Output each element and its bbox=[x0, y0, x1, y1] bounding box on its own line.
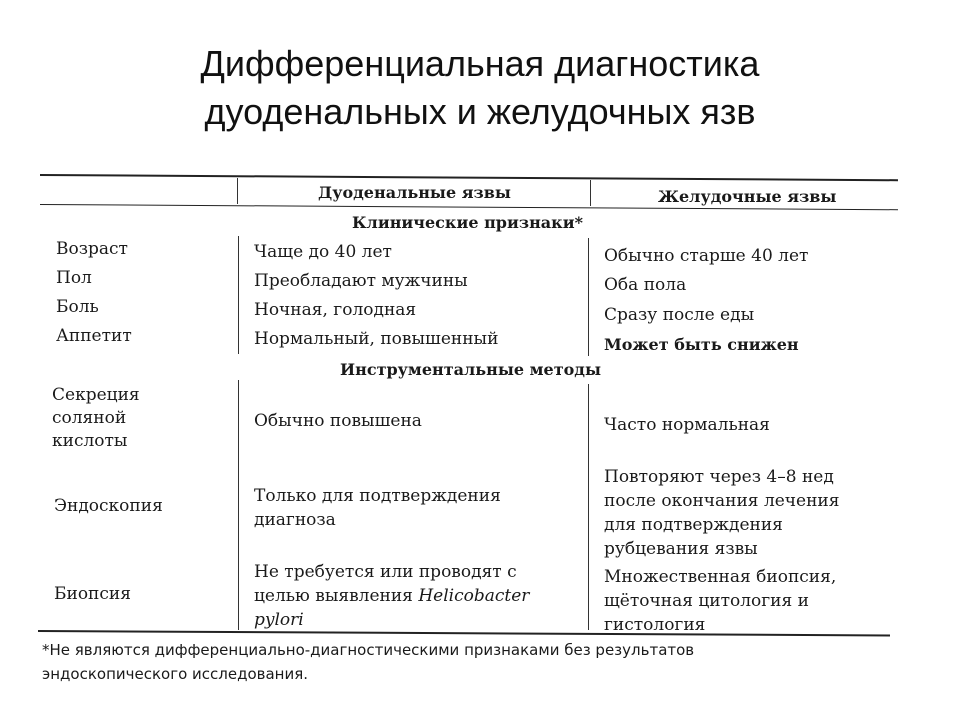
row-label-appetite: Аппетит bbox=[56, 326, 132, 346]
header-gastric: Желудочные язвы bbox=[658, 187, 837, 206]
row-label-acid: Секреция соляной кислоты bbox=[52, 385, 140, 451]
header-duodenal: Дуоденальные язвы bbox=[318, 183, 511, 202]
section-clinical: Клинические признаки* bbox=[352, 213, 583, 232]
cell-age-duodenal: Чаще до 40 лет bbox=[254, 242, 392, 262]
cell-biopsy-duodenal: Не требуется или проводят с целью выявления Helicobacter pylori bbox=[254, 562, 530, 630]
row-label-age: Возраст bbox=[56, 239, 128, 259]
cell-endoscopy-duodenal: Только для подтверждения диагноза bbox=[254, 486, 501, 530]
cell-acid-duodenal: Обычно повышена bbox=[254, 411, 422, 431]
cell-appetite-duodenal: Нормальный, повышенный bbox=[254, 329, 499, 349]
cell-age-gastric: Обычно старше 40 лет bbox=[604, 246, 809, 266]
row-label-biopsy: Биопсия bbox=[54, 584, 131, 604]
title-line-1: Дифференциальная диагностика bbox=[200, 43, 760, 84]
column-divider-2 bbox=[588, 384, 589, 630]
row-label-pain: Боль bbox=[56, 297, 99, 317]
cell-acid-gastric: Часто нормальная bbox=[604, 415, 770, 435]
column-divider-2 bbox=[590, 180, 591, 206]
column-divider-1 bbox=[237, 178, 238, 204]
column-divider-1 bbox=[238, 380, 239, 630]
row-label-sex: Пол bbox=[56, 268, 92, 288]
cell-biopsy-gastric: Множественная биопсия, щёточная цитология и гистология bbox=[604, 567, 837, 635]
cell-pain-gastric: Сразу после еды bbox=[604, 305, 755, 325]
column-divider-1 bbox=[238, 236, 239, 354]
column-divider-2 bbox=[588, 238, 589, 356]
cell-pain-duodenal: Ночная, голодная bbox=[254, 300, 417, 320]
row-label-endoscopy: Эндоскопия bbox=[54, 496, 163, 516]
cell-sex-gastric: Оба пола bbox=[604, 275, 687, 295]
title-line-2: дуоденальных и желудочных язв bbox=[204, 91, 756, 132]
section-instrumental: Инструментальные методы bbox=[340, 360, 601, 379]
table-top-rule bbox=[40, 174, 898, 181]
cell-sex-duodenal: Преобладают мужчины bbox=[254, 271, 468, 291]
footnote: *Не являются дифференциально-диагностическими признаками без результатов эндоскопического исследования. bbox=[42, 641, 695, 683]
cell-appetite-gastric: Может быть снижен bbox=[604, 335, 799, 354]
cell-endoscopy-gastric: Повторяют через 4–8 нед после окончания лечения для подтверждения рубцевания язвы bbox=[604, 467, 840, 559]
